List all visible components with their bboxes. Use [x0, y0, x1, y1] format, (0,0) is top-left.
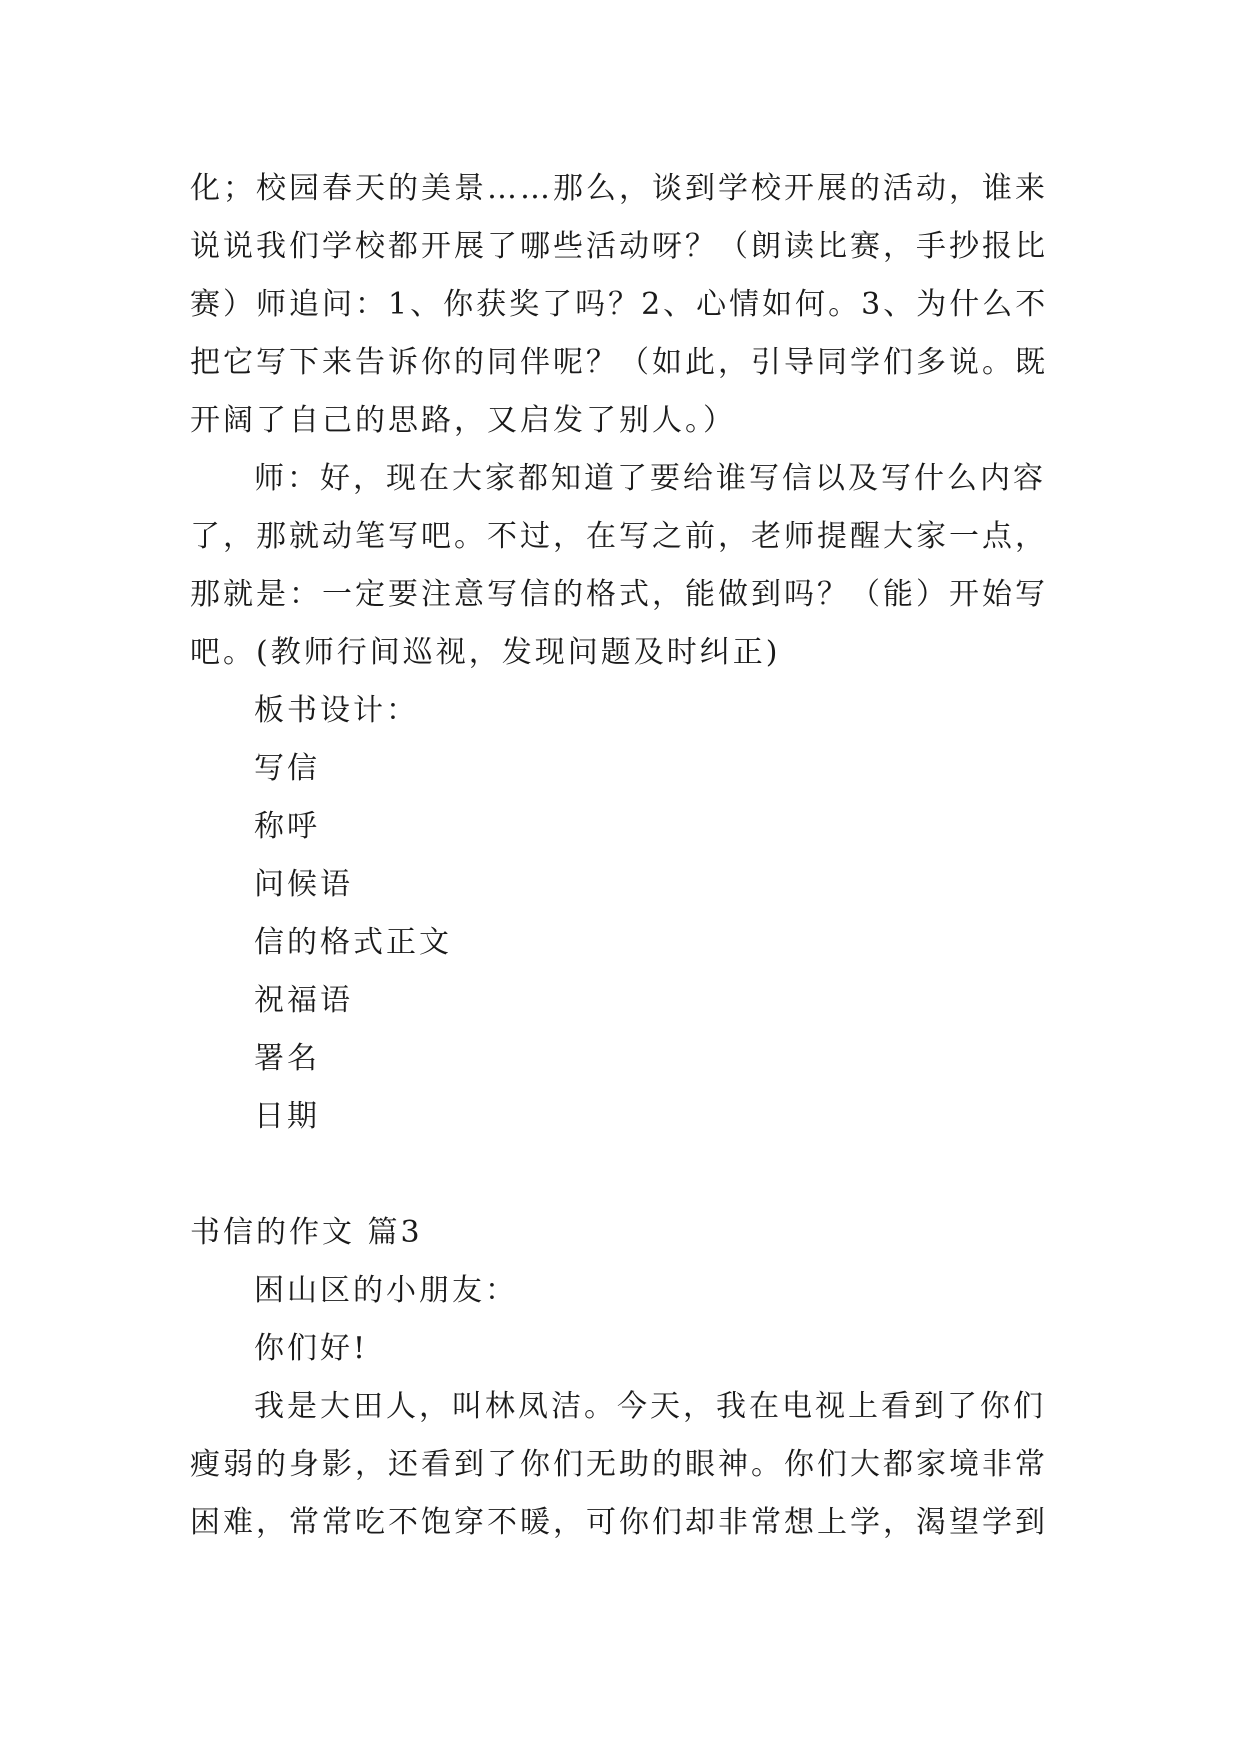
letter-greeting: 你们好!	[254, 1331, 369, 1366]
board-design-title: 板书设计：	[254, 693, 419, 728]
document-page	[190, 160, 1060, 1552]
section-spacer	[190, 1146, 1060, 1204]
board-design-item: 写信	[254, 751, 320, 786]
text-line: 瘦弱的身影，还看到了你们无助的眼神。你们大都家境非常	[190, 1447, 1048, 1482]
board-design-item: 称呼	[254, 809, 320, 844]
board-design-item: 祝福语	[254, 983, 353, 1018]
board-design-item: 问候语	[254, 867, 353, 902]
text-line: 开阔了自己的思路，又启发了别人。）	[190, 403, 736, 438]
text-line: 吧。(教师行间巡视，发现问题及时纠正)	[190, 635, 781, 670]
text-line: 化；校园春天的美景……那么，谈到学校开展的活动，谁来	[190, 171, 1048, 206]
board-design	[190, 682, 1060, 1146]
letter-salutation: 困山区的小朋友：	[254, 1273, 518, 1308]
text-line: 了，那就动笔写吧。不过，在写之前，老师提醒大家一点，	[190, 519, 1048, 554]
text-line: 那就是：一定要注意写信的格式，能做到吗？（能）开始写	[190, 577, 1048, 612]
section-heading: 书信的作文 篇3	[190, 1215, 423, 1250]
text-line: 赛）师追问：1、你获奖了吗？2、心情如何。3、为什么不	[190, 287, 1049, 322]
text-line: 把它写下来告诉你的同伴呢？（如此，引导同学们多说。既	[190, 345, 1048, 380]
text-line: 说说我们学校都开展了哪些活动呀？（朗读比赛，手抄报比	[190, 229, 1048, 264]
paragraph-start-writing	[190, 450, 1060, 682]
paragraph-activities	[190, 160, 1060, 450]
text-line: 我是大田人，叫林凤洁。今天，我在电视上看到了你们	[254, 1389, 1046, 1424]
board-design-item: 署名	[254, 1041, 320, 1076]
text-line: 困难，常常吃不饱穿不暖，可你们却非常想上学，渴望学到	[190, 1505, 1048, 1540]
board-design-item: 日期	[254, 1099, 320, 1134]
board-design-item: 信的格式正文	[254, 925, 452, 960]
text-line: 师：好，现在大家都知道了要给谁写信以及写什么内容	[254, 461, 1046, 496]
section-letter	[190, 1204, 1060, 1552]
